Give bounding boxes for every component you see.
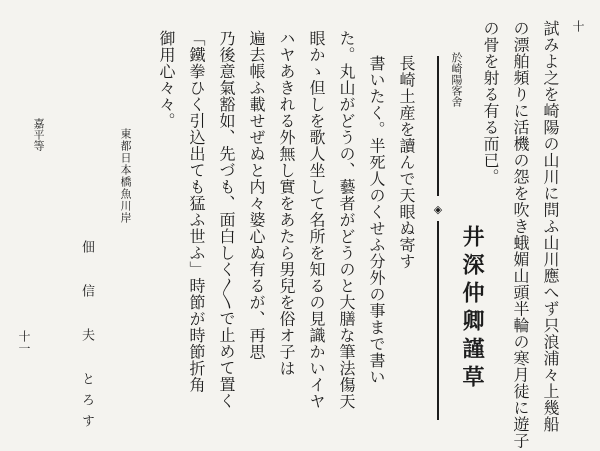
left-text-line-7: 乃後意氣豁如、先づも、面白しく〱で止めて置く (217, 30, 236, 409)
left-text-line-8: 「鐵拳ひく引込出ても猛ふ世ふ」時節が時節折角 (187, 30, 206, 393)
left-side-note: 嘉平等 (32, 118, 45, 151)
sender-address: 東都日本橋魚川岸 (119, 128, 132, 224)
left-text-line-6: 遍去帳ふ載せぜぬと内々婆心ぬ有るが、再思 (247, 30, 266, 360)
place-note: 於崎陽客舍 (450, 52, 463, 107)
center-rule-top (437, 56, 439, 196)
right-text-line-1: 試みよ之を崎陽の山川に問ふ山川應へず只浪浦々上幾船 (541, 20, 560, 433)
center-rule-bottom (437, 221, 439, 420)
left-text-line-9: 御用心々々。 (157, 30, 176, 129)
right-text-line-2: の漂舶頻りに活機の怨を吹き蛾媚山頭半輪の寒月徒に遊子 (511, 20, 530, 449)
left-text-line-3: た。丸山がどうの、藝者がどうのと大膳な筆法傷天 (337, 30, 356, 410)
left-text-line-2: 書いたく。半死人のくせふ分外の事まで書い (367, 55, 386, 385)
right-page-number: 十 (571, 20, 585, 32)
author-signature: 井深仲卿謹草 (459, 225, 485, 393)
center-ornament: ◈ (433, 203, 443, 216)
left-page-number: 十一 (17, 330, 31, 354)
left-text-line-4: 眼かゝ但しを歌人坐して名所を知るの見識かいイヤ (307, 30, 326, 410)
left-text-line-5: ハヤあきれる外無し實をあたら男兒を俗オ子は (277, 30, 296, 377)
sender-name: 佃 信 夫 とろす (79, 240, 94, 435)
left-text-line-1: 長崎土産を讀んで天眼ぬ寄す (397, 55, 416, 270)
right-text-line-3: の骨を射る有る而已。 (481, 20, 500, 185)
